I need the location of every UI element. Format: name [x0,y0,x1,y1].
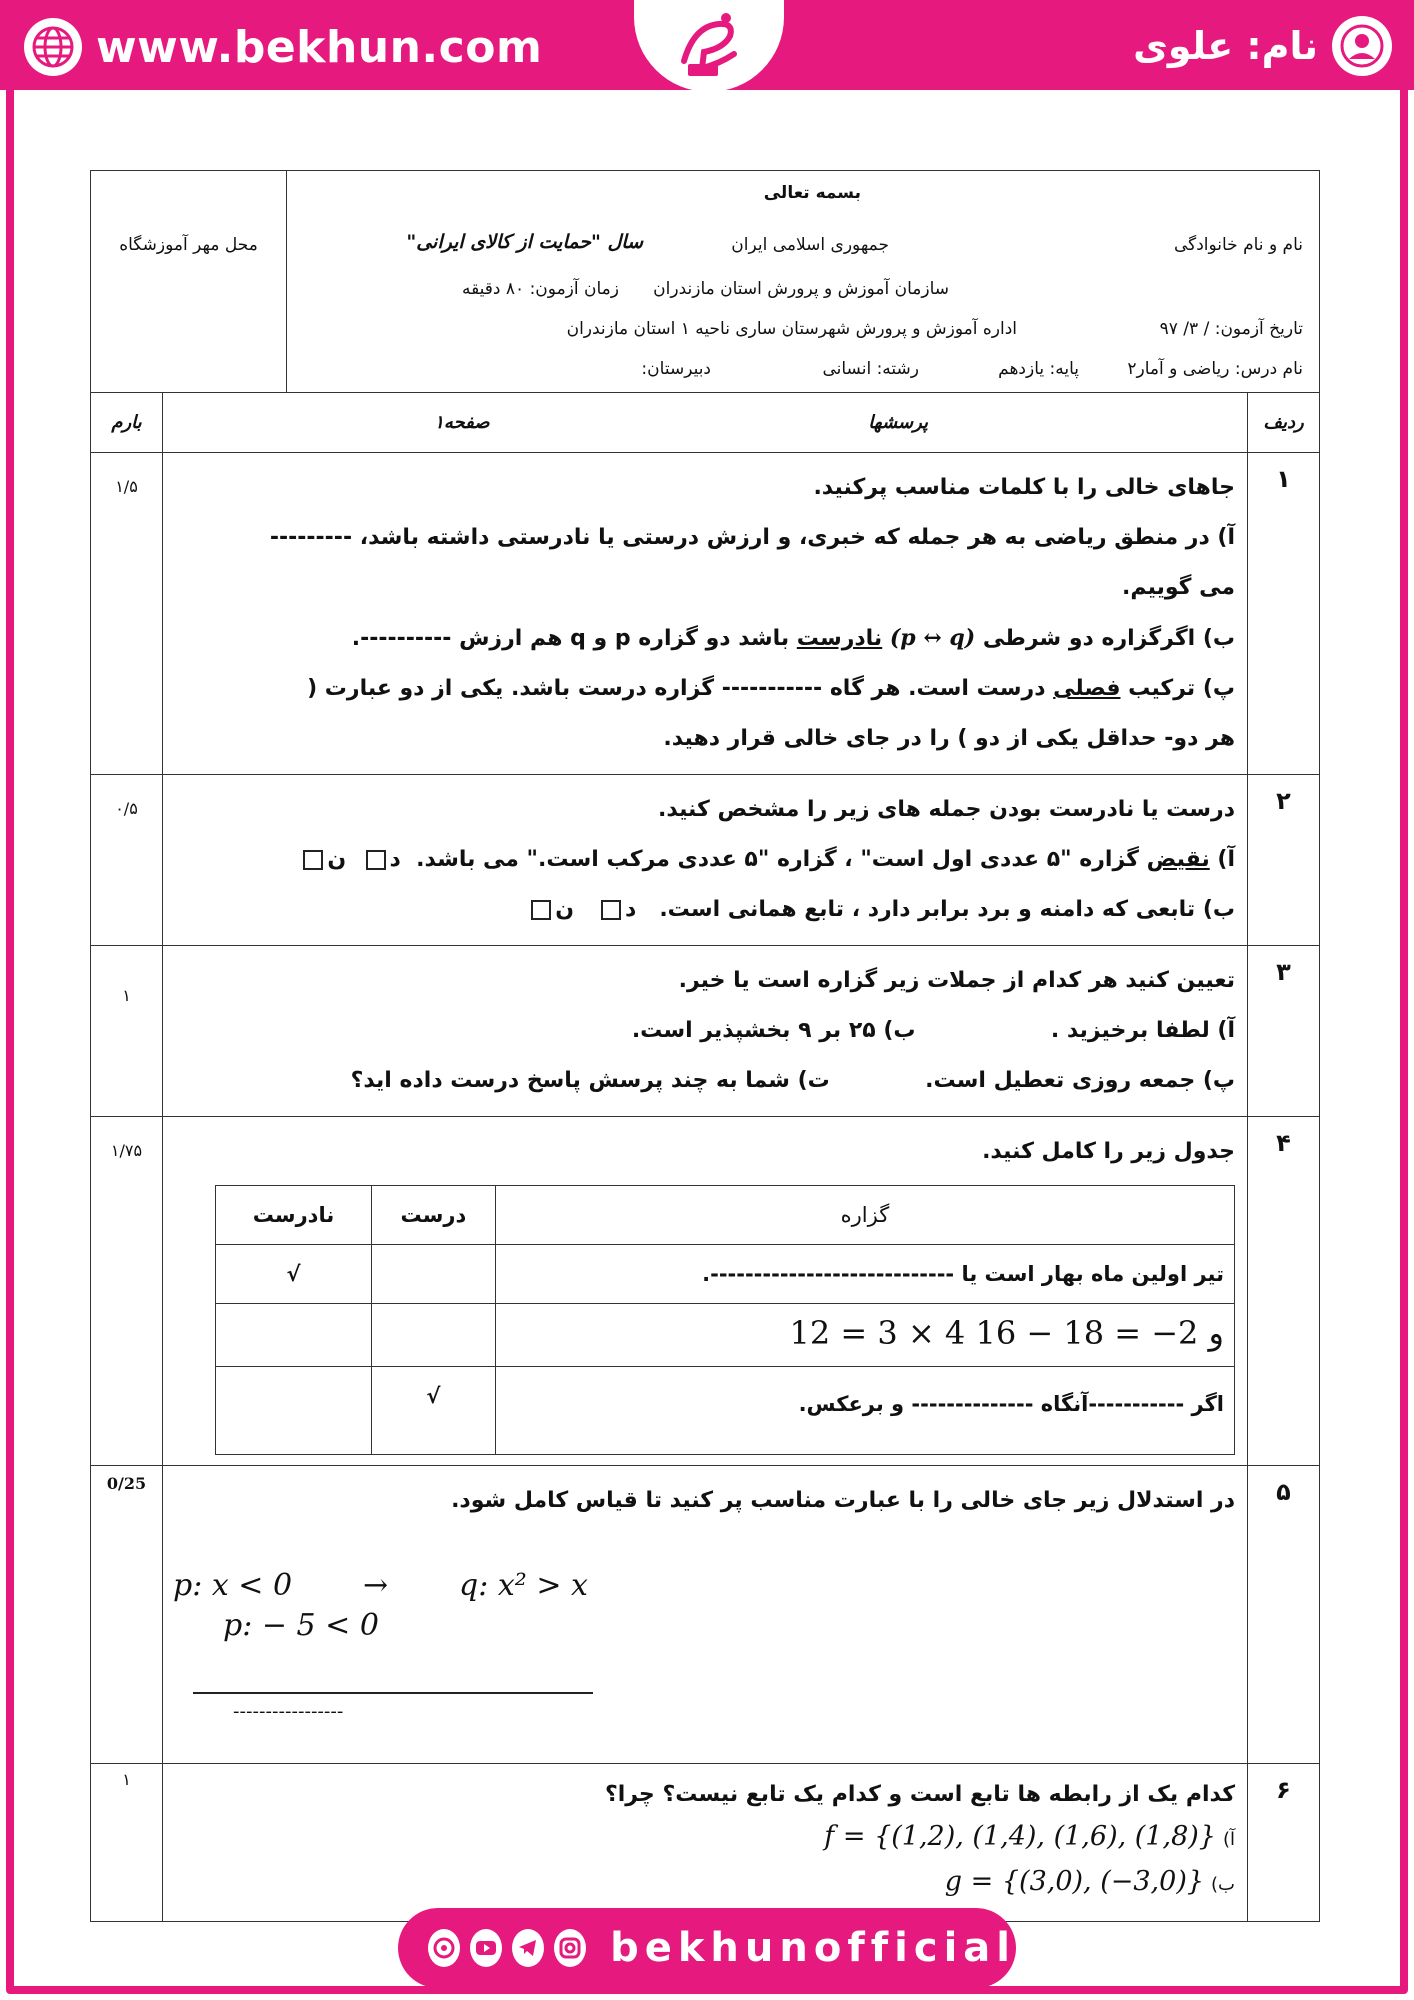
answer-line[interactable] [193,1692,593,1694]
basmala: بسمه تعالی [763,183,861,203]
false-checkbox[interactable] [303,850,323,870]
column-header: گزاره [495,1186,1234,1245]
grade-level: پایه: یازدهم [998,359,1079,379]
student-name [1133,16,1392,76]
question-number: ۵ [1248,1466,1320,1764]
table-row: اگر -----------آنگاه -------------- و برعکس. √ [216,1367,1235,1455]
true-checkbox[interactable] [366,850,386,870]
question-3: تعیین کنید هر کدام از جملات زیر گزاره است یا خیر. آ) لطفا برخیزید . ب) ۲۵ بر ۹ بخشپذیر است. پ) جمعه روزی تعطیل است. ت) شما به چند پرسش پاسخ درست داده اید؟ [163,946,1248,1117]
questions-table [90,392,1320,1922]
bekhun-logo-icon [664,6,754,86]
question-score: ۱ [91,1764,163,1922]
name-field-label: نام و نام خانوادگی [1173,235,1303,255]
question-score: ۰/۵ [91,775,163,946]
question-row [91,946,1320,1117]
column-header: درست [371,1186,495,1245]
score-header: بارم [91,393,163,453]
row-header: ردیف [1248,393,1320,453]
question-2: درست یا نادرست بودن جمله های زیر را مشخص کنید. آ) نقیض گزاره "۵ عددی اول است" ، گزاره "۵ عددی مرکب است." می باشد. د ن ب) تابعی که دامنه و برد برابر دارد ، تابع همانی است. د ن [163,775,1248,946]
course-name: نام درس: ریاضی و آمار۲ [1127,359,1303,379]
social-footer[interactable] [398,1908,1016,1988]
question-score: 0/25 [91,1466,163,1764]
question-score: ۱/۷۵ [91,1117,163,1466]
syllogism: p: x < 0 → q: x² > x p: − 5 < 0 [173,1568,588,1643]
page-number: صفحه۱ [434,412,490,433]
question-score: ۱/۵ [91,453,163,775]
question-1: جاهای خالی را با کلمات مناسب پرکنید. آ) در منطق ریاضی به هر جمله که خبری، و ارزش درستی یا نادرستی داشته باشد، --------- می گوییم. ب) اگرگزاره دو شرطی (p ↔ q) نادرست باشد دو گزاره p و q هم ارزش ----------. پ) ترکیب فصلی درست است. هر گاه ----------- گزاره درست باشد. یکی از دو عبارت ( هر دو- حداقل یکی از دو ) را در جای خالی قرار دهید. [163,453,1248,775]
true-checkbox[interactable] [601,900,621,920]
instagram-icon[interactable] [428,1929,460,1967]
organization: سازمان آموزش و پرورش استان مازندران [653,279,949,299]
exam-sheet [90,170,1320,1922]
question-row [91,453,1320,775]
table-header-row [91,393,1320,453]
exam-header [90,170,1320,392]
table-row: تیر اولین ماه بهار است یا ----------------------------. √ [216,1245,1235,1304]
truth-table [215,1185,1235,1455]
false-checkbox[interactable] [531,900,551,920]
question-number: ۶ [1248,1764,1320,1922]
question-4: جدول زیر را کامل کنید. گزاره درست نادرست تیر اولین ماه بهار است یا ----------------------------. √ 12 = 3 × 4 و 2− = 18 − 16 اگر -----------آنگاه -------------- و برعکس. √ [163,1117,1248,1466]
exam-duration: زمان آزمون: ۸۰ دقیقه [461,279,619,299]
site-url[interactable]: www.bekhun.com [96,21,543,73]
student-name-label: نام: علوی [1133,24,1318,68]
instagram-alt-icon[interactable] [554,1929,586,1967]
social-handle[interactable]: bekhunofficial [610,1925,1016,1971]
question-number: ۳ [1248,946,1320,1117]
column-header: نادرست [216,1186,372,1245]
country-name: جمهوری اسلامی ایران [731,235,889,255]
user-icon [1332,16,1392,76]
year-slogan: سال "حمایت از کالای ایرانی" [406,231,643,253]
education-office: اداره آموزش و پرورش شهرستان ساری ناحیه ۱ استان مازندران [566,319,1017,339]
question-number: ۱ [1248,453,1320,775]
question-row [91,1764,1320,1922]
study-field: رشته: انسانی [822,359,919,379]
questions-header: پرسشها صفحه۱ [163,393,1248,453]
question-score: ۱ [91,946,163,1117]
question-row [91,1466,1320,1764]
question-number: ۴ [1248,1117,1320,1466]
globe-icon [24,18,82,76]
question-6: کدام یک از رابطه ها تابع است و کدام یک تابع نیست؟ چرا؟ آ) f = {(1,2), (1,4), (1,6), (1,8)} ب) g = {(3,0), (−3,0)} [163,1764,1248,1922]
site-link[interactable] [24,18,542,76]
school-name: دبیرستان: [641,359,711,379]
question-number: ۲ [1248,775,1320,946]
exam-date: تاریخ آزمون: / ۳/ ۹۷ [1159,319,1303,339]
question-row [91,1117,1320,1466]
youtube-icon[interactable] [470,1929,502,1967]
telegram-icon[interactable] [512,1929,544,1967]
table-row: 12 = 3 × 4 و 2− = 18 − 16 [216,1304,1235,1367]
question-5: در استدلال زیر جای خالی را با عبارت مناسب پر کنید تا قیاس کامل شود. p: x < 0 → q: x² > x p: − 5 < 0 ----------------- [163,1466,1248,1764]
school-stamp-area: محل مهر آموزشگاه [91,171,287,393]
question-row [91,775,1320,946]
